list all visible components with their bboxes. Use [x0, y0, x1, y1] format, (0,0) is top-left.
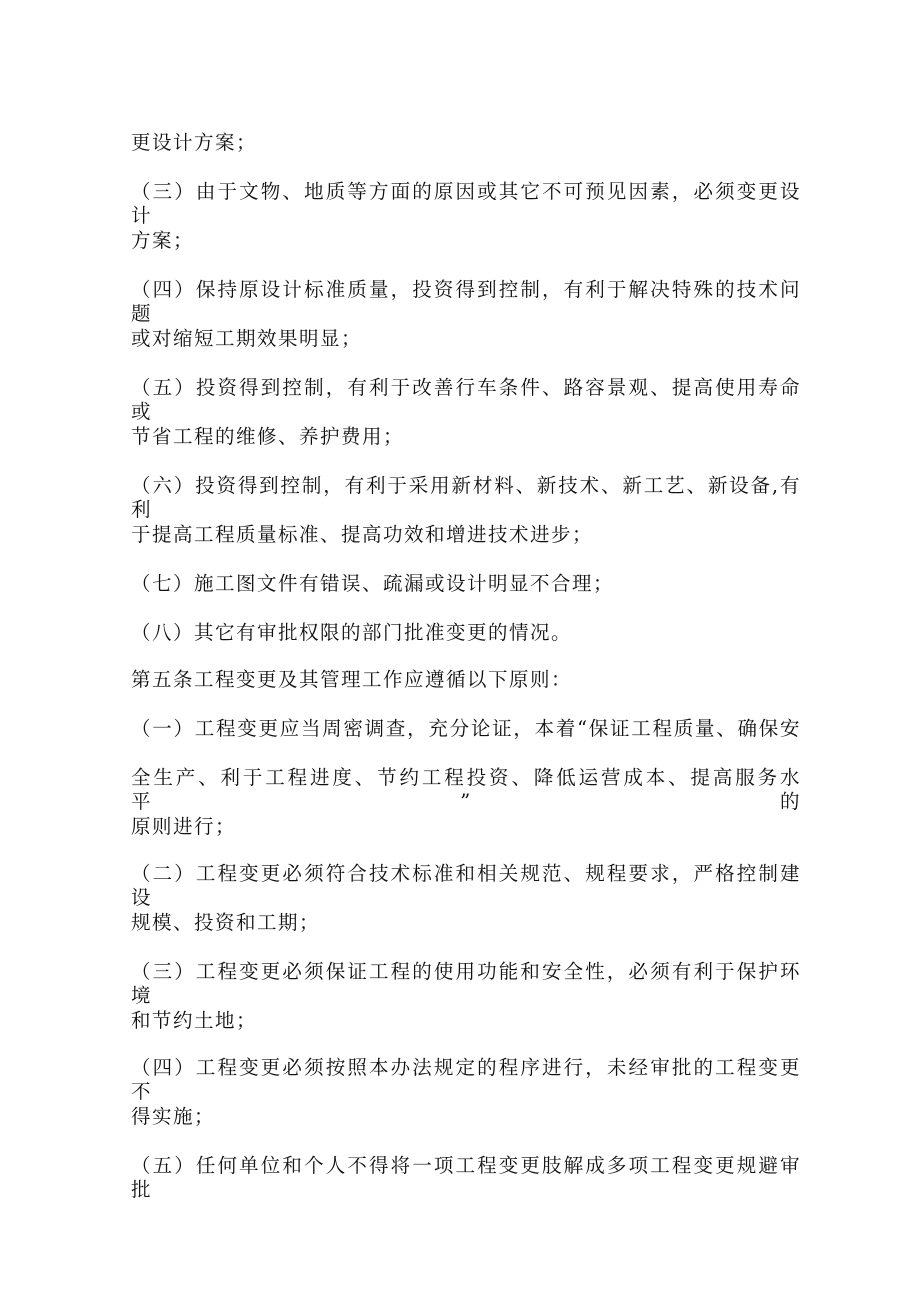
text-line: （二）工程变更必须符合技术标准和相关规范、规程要求，严格控制建设 — [131, 862, 801, 909]
text-line: 于提高工程质量标准、提高功效和增进技术进步； — [131, 523, 594, 546]
text-line: （三）工程变更必须保证工程的使用功能和安全性，必须有利于保护环境 — [131, 960, 801, 1007]
text-line: 方案； — [131, 229, 195, 252]
text-line: （四）保持原设计标准质量，投资得到控制，有利于解决特殊的技术问题 — [131, 278, 801, 325]
text-line: 或对缩短工期效果明显； — [131, 327, 363, 350]
section-heading: 第五条工程变更及其管理工作应遵循以下原则： — [131, 668, 573, 691]
text-line: （四）工程变更必须按照本办法规定的程序进行，未经审批的工程变更不 — [131, 1056, 801, 1103]
text-line: （七）施工图文件有错误、疏漏或设计明显不合理； — [131, 572, 615, 595]
text-line: 得实施； — [131, 1105, 216, 1128]
text-line: （六）投资得到控制，有利于采用新材料、新技术、新工艺、新设备,有利 — [131, 474, 801, 521]
text-line: 全生产、利于工程进度、节约工程投资、降低运营成本、提高服务水平”的 — [131, 766, 801, 813]
text-line: 原则进行； — [131, 815, 237, 838]
text-line: 规模、投资和工期； — [131, 911, 321, 934]
text-line: 更设计方案； — [131, 131, 258, 154]
text-line: （五）任何单位和个人不得将一项工程变更肢解成多项工程变更规避审批 — [131, 1154, 801, 1201]
text-line: 节省工程的维修、养护费用； — [131, 425, 405, 448]
text-line: （五）投资得到控制，有利于改善行车条件、路容景观、提高使用寿命或 — [131, 376, 801, 423]
text-line: （一）工程变更应当周密调查，充分论证，本着“保证工程质量、确保安 — [131, 717, 801, 740]
text-line: （八）其它有审批权限的部门批准变更的情况。 — [131, 621, 573, 644]
text-line: （三）由于文物、地质等方面的原因或其它不可预见因素，必须变更设计 — [131, 180, 801, 227]
text-line: 和节约土地； — [131, 1009, 258, 1032]
